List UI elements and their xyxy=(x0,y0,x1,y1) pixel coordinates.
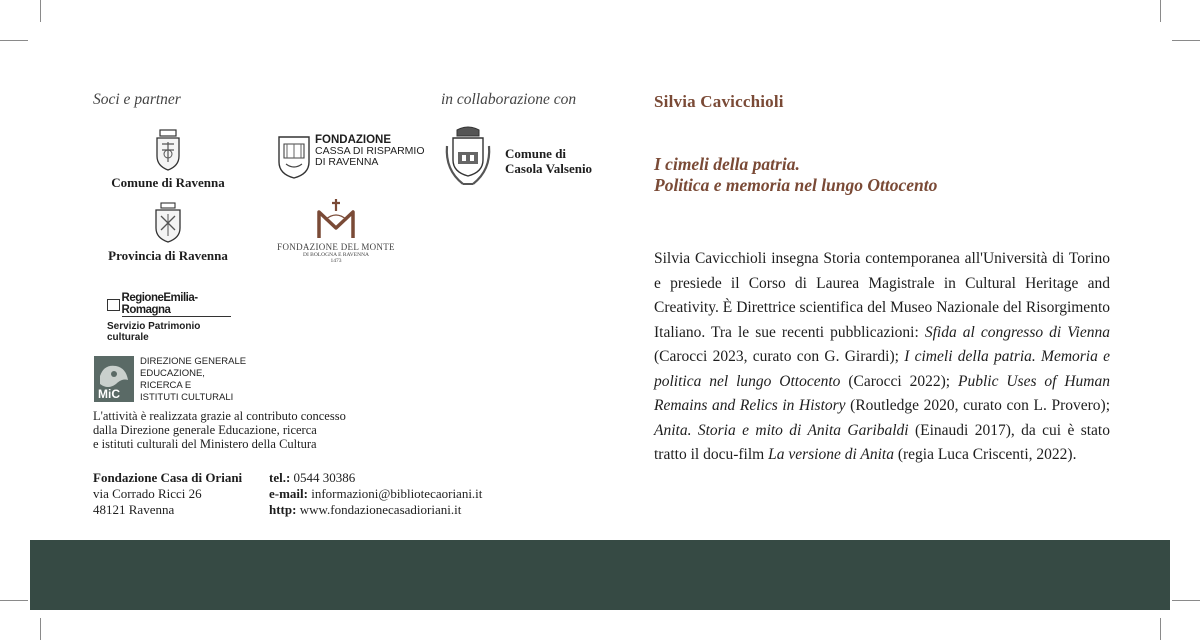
bio-text: (Carocci 2023, curato con G. Girardi); xyxy=(654,348,905,365)
mic-mark-label: MiC xyxy=(98,387,120,401)
mic-line3: RICERCA E xyxy=(140,380,192,391)
fondazione-cassa-shield-icon xyxy=(277,134,311,180)
bio-publication-title: La versione di Anita xyxy=(768,446,894,463)
http-label: http: xyxy=(269,502,297,517)
fondazione-cassa-label xyxy=(315,135,425,168)
bio-publication-title: Anita. Storia e mito di Anita Garibaldi xyxy=(654,421,909,439)
bio-text: (Carocci 2022); xyxy=(840,372,958,390)
bio-text: (Einaudi 2017), da cui è stato tratto il docu-film xyxy=(654,421,1110,463)
address-line2: 48121 Ravenna xyxy=(93,502,175,517)
org-name: Fondazione Casa di Oriani xyxy=(93,470,243,485)
partners-label: Soci e partner xyxy=(93,91,181,108)
mic-label xyxy=(140,356,246,404)
regione-label: RegioneEmilia-Romagna xyxy=(122,292,231,317)
bio-publication-title: Public Uses of Human Remains and Relics in History xyxy=(654,372,1110,414)
email-link[interactable]: informazioni@bibliotecaoriani.it xyxy=(311,486,483,501)
bio-text: (Routledge 2020, curato con L. Provero); xyxy=(845,397,1110,414)
fondazione-monte-logo-icon xyxy=(315,198,357,240)
fondazione-cassa-line1: FONDAZIONE xyxy=(315,134,392,146)
crop-mark xyxy=(0,40,28,41)
collab-label: in collaborazione con xyxy=(441,91,577,108)
org-address xyxy=(93,470,242,518)
casola-valsenio-label xyxy=(505,146,592,176)
bio-publication-title: Sfida al congresso di Vienna xyxy=(924,323,1110,341)
book-title xyxy=(654,154,937,196)
comune-ravenna-label: Comune di Ravenna xyxy=(111,175,225,190)
fondazione-monte-label xyxy=(276,242,396,264)
contribution-note xyxy=(93,409,346,451)
provincia-ravenna-label: Provincia di Ravenna xyxy=(108,248,228,263)
crop-mark xyxy=(40,0,41,22)
bio-text: Silvia Cavicchioli insegna Storia contemporanea all'Università di Torino e presiede il Corso di Laurea Magistrale in Cultural Heritage and Creativity. È Direttrice scientifica del Museo Nazionale del Risorgimento Italiano. Tra le sue recenti pubblicazioni: xyxy=(654,250,1110,341)
provincia-ravenna-crest-icon xyxy=(152,202,184,244)
tel-value: 0544 30386 xyxy=(293,470,356,485)
fondazione-monte-line1: FONDAZIONE DEL MONTE xyxy=(277,242,395,252)
book-title-line2: Politica e memoria nel lungo Ottocento xyxy=(654,175,938,195)
crop-mark xyxy=(40,618,41,640)
casola-line2: Casola Valsenio xyxy=(505,161,593,176)
mic-line2: EDUCAZIONE, xyxy=(140,368,205,379)
fondazione-cassa-line2: CASSA DI RISPARMIO xyxy=(315,145,425,157)
contribution-line2: dalla Direzione generale Educazione, ricerca xyxy=(93,423,317,437)
mic-line1: DIREZIONE GENERALE xyxy=(140,356,247,367)
regione-mark-icon xyxy=(107,299,120,311)
tel-label: tel.: xyxy=(269,470,291,485)
book-title-line1: I cimeli della patria. xyxy=(654,154,800,174)
bio-publication-title: I cimeli della patria. Memoria e politica nel lungo Ottocento xyxy=(654,348,1111,390)
crop-mark xyxy=(1172,600,1200,601)
mic-line4: ISTITUTI CULTURALI xyxy=(140,392,234,403)
mic-logo-icon xyxy=(94,356,134,402)
contribution-line1: L'attività è realizzata grazie al contributo concesso xyxy=(93,409,346,423)
address-line1: via Corrado Ricci 26 xyxy=(93,486,202,501)
crop-mark xyxy=(1172,40,1200,41)
website-link[interactable]: www.fondazionecasadioriani.it xyxy=(299,502,462,517)
fondazione-cassa-line3: DI RAVENNA xyxy=(315,156,379,168)
bio-text: (regia Luca Criscenti, 2022). xyxy=(893,446,1077,463)
regione-sub-label: Servizio Patrimonio culturale xyxy=(107,321,201,343)
crop-mark xyxy=(1160,618,1161,640)
casola-valsenio-crest-icon xyxy=(441,124,495,190)
fondazione-monte-line3: 1473 xyxy=(330,258,342,264)
crop-mark xyxy=(0,600,28,601)
email-label: e-mail: xyxy=(269,486,308,501)
footer-band xyxy=(30,540,1170,610)
comune-ravenna-crest-icon xyxy=(152,128,184,172)
contact-info xyxy=(269,470,482,518)
casola-line1: Comune di xyxy=(505,146,567,161)
regione-logo xyxy=(107,292,231,343)
contribution-line3: e istituti culturali del Ministero della Cultura xyxy=(93,437,317,451)
author-bio xyxy=(654,247,1110,468)
crop-mark xyxy=(1160,0,1161,22)
fondazione-monte-line2: DI BOLOGNA E RAVENNA xyxy=(302,252,370,258)
author-name: Silvia Cavicchioli xyxy=(654,92,784,111)
